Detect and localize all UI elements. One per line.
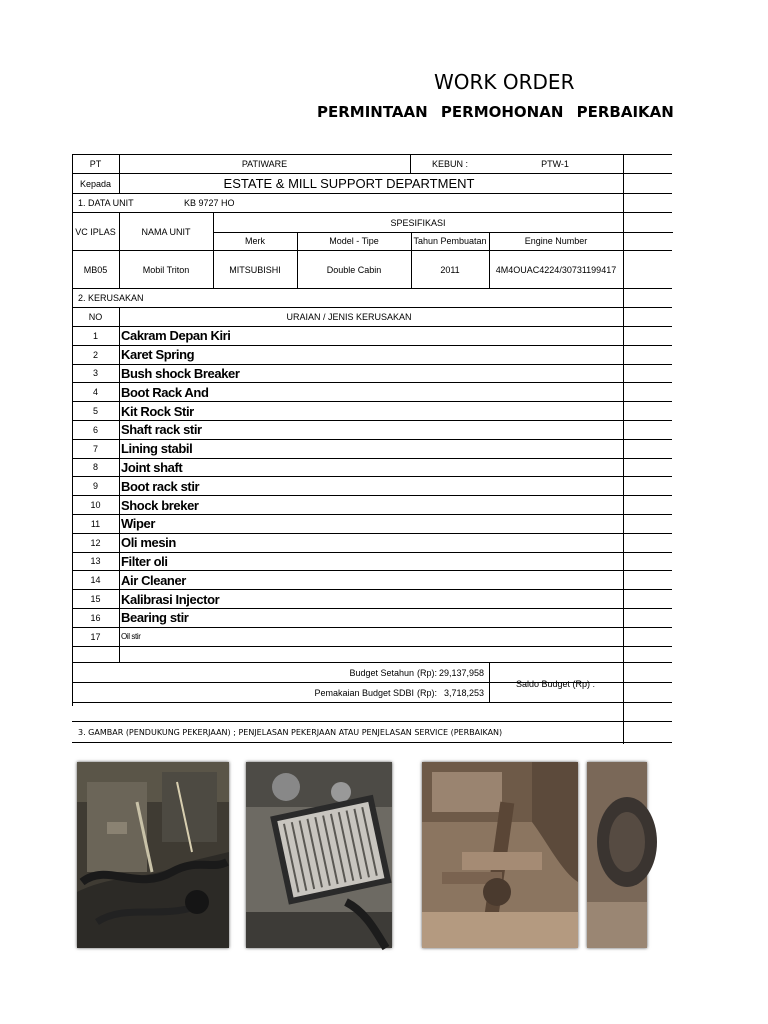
gambar-label: 3. GAMBAR (PENDUKUNG PEKERJAAN) ; PENJELASAN PEKERJAAN ATAU PENJELASAN SERVICE (PERBAIKAN) (78, 727, 503, 737)
data-unit-label: 1. DATA UNIT (78, 198, 134, 208)
col-nama-unit: NAMA UNIT (141, 226, 191, 237)
budget-setahun-value: 29,137,958 (438, 667, 484, 678)
merk-value: MITSUBISHI (229, 264, 281, 275)
kerusakan-row (72, 402, 672, 421)
nama-value: Mobil Triton (142, 264, 190, 275)
kerusakan-text: Boot Rack And (121, 384, 209, 400)
pt-label: PT (89, 158, 102, 169)
kepada-label: Kepada (79, 178, 112, 189)
air-filter-image (246, 762, 392, 948)
col-uraian: URAIAN / JENIS KERUSAKAN (286, 312, 412, 322)
kerusakan-text: Shaft rack stir (121, 422, 202, 438)
kerusakan-no: 16 (90, 612, 101, 623)
kerusakan-text: Kalibrasi Injector (121, 591, 220, 607)
kerusakan-text: Oli mesin (121, 535, 176, 551)
kerusakan-no: 13 (90, 556, 101, 567)
kerusakan-no: 17 (90, 631, 101, 642)
col-spesifikasi: SPESIFIKASI (390, 217, 446, 228)
kerusakan-text: Boot rack stir (121, 478, 200, 494)
tire-image (587, 762, 647, 948)
kerusakan-no: 12 (90, 537, 101, 548)
kerusakan-row (72, 515, 672, 534)
col-engine: Engine Number (524, 236, 588, 246)
kepada-row (72, 174, 672, 194)
kerusakan-row (72, 534, 672, 553)
kerusakan-label: 2. KERUSAKAN (78, 293, 144, 303)
kebun-label: KEBUN : (431, 158, 468, 169)
kerusakan-row (72, 496, 672, 515)
kerusakan-row (72, 440, 672, 459)
kerusakan-row (72, 590, 672, 609)
col-merk: Merk (245, 236, 265, 246)
kerusakan-header (72, 308, 672, 327)
kerusakan-no: 8 (92, 462, 98, 473)
kerusakan-section (72, 289, 672, 308)
saldo-budget-label: Saldo Budget (Rp) : (516, 679, 596, 689)
kepada-value: ESTATE & MILL SUPPORT DEPARTMENT (223, 176, 475, 191)
kerusakan-text: Karet Spring (121, 347, 195, 363)
photo-strip (72, 762, 672, 948)
blank-row (72, 644, 672, 663)
data-unit-section (72, 194, 672, 213)
vc-value: MB05 (83, 264, 108, 275)
plate-number: KB 9727 HO (184, 198, 235, 208)
tahun-value: 2011 (440, 264, 460, 275)
kerusakan-no: 3 (92, 368, 98, 379)
kerusakan-row (72, 553, 672, 572)
model-value: Double Cabin (326, 264, 382, 275)
photo-tire (587, 762, 647, 948)
kerusakan-no: 14 (90, 575, 101, 586)
col-no: NO (88, 312, 103, 322)
kerusakan-text: Oil stir (121, 632, 141, 642)
kerusakan-no: 9 (92, 481, 98, 492)
kerusakan-text: Cakram Depan Kiri (121, 328, 231, 344)
kerusakan-no: 2 (92, 349, 98, 360)
engine-value: 4M4OUAC4224/30731199417 (495, 264, 617, 275)
suspension-image (422, 762, 578, 948)
kerusakan-row (72, 346, 672, 365)
gambar-section (72, 721, 672, 743)
kerusakan-text: Shock breker (121, 497, 199, 513)
spec-header (72, 213, 672, 251)
kerusakan-text: Bearing stir (121, 610, 189, 626)
budget-setahun-rp: (Rp): (417, 667, 437, 678)
kebun-value: PTW-1 (541, 158, 569, 169)
kerusakan-no: 15 (90, 594, 101, 605)
photo-suspension (422, 762, 578, 948)
kerusakan-no: 4 (92, 387, 98, 398)
kerusakan-row (72, 365, 672, 384)
kerusakan-row (72, 571, 672, 590)
col-tahun: Tahun Pembuatan (413, 236, 487, 246)
kerusakan-row (72, 421, 672, 440)
pt-value: PATIWARE (241, 158, 288, 169)
kerusakan-no: 11 (90, 518, 101, 529)
col-vc-iplas: VC IPLAS (75, 226, 116, 237)
kerusakan-row (72, 477, 672, 496)
kerusakan-text: Kit Rock Stir (121, 403, 194, 419)
budget-pemakaian-rp: (Rp): (417, 687, 437, 698)
budget-pemakaian-label: Pemakaian Budget SDBI (314, 687, 414, 698)
kerusakan-text: Air Cleaner (121, 572, 186, 588)
kerusakan-text: Wiper (121, 516, 155, 532)
budget-pemakaian-value: 3,718,253 (443, 687, 484, 698)
engine-bay-image (77, 762, 229, 948)
pt-row (72, 154, 672, 174)
kerusakan-text: Bush shock Breaker (121, 365, 240, 381)
col-model-tipe: Model - Tipe (329, 236, 379, 246)
page-subtitle: PERMINTAAN PERMOHONAN PERBAIKAN (317, 103, 674, 121)
page-title: WORK ORDER (434, 70, 575, 94)
kerusakan-row (72, 459, 672, 478)
photo-air-filter (246, 762, 392, 948)
kerusakan-no: 1 (92, 330, 98, 341)
kerusakan-text: Lining stabil (121, 441, 193, 457)
kerusakan-no: 7 (92, 443, 98, 454)
kerusakan-text: Joint shaft (121, 459, 183, 475)
spec-data-row (72, 251, 672, 289)
kerusakan-row (72, 327, 672, 346)
kerusakan-no: 6 (92, 424, 98, 435)
kerusakan-no: 5 (92, 406, 98, 417)
kerusakan-row (72, 383, 672, 402)
kerusakan-text: Filter oli (121, 553, 168, 569)
photo-engine-bay (77, 762, 229, 948)
kerusakan-no: 10 (90, 500, 101, 511)
kerusakan-row (72, 609, 672, 628)
budget-setahun-label: Budget Setahun (349, 667, 414, 678)
